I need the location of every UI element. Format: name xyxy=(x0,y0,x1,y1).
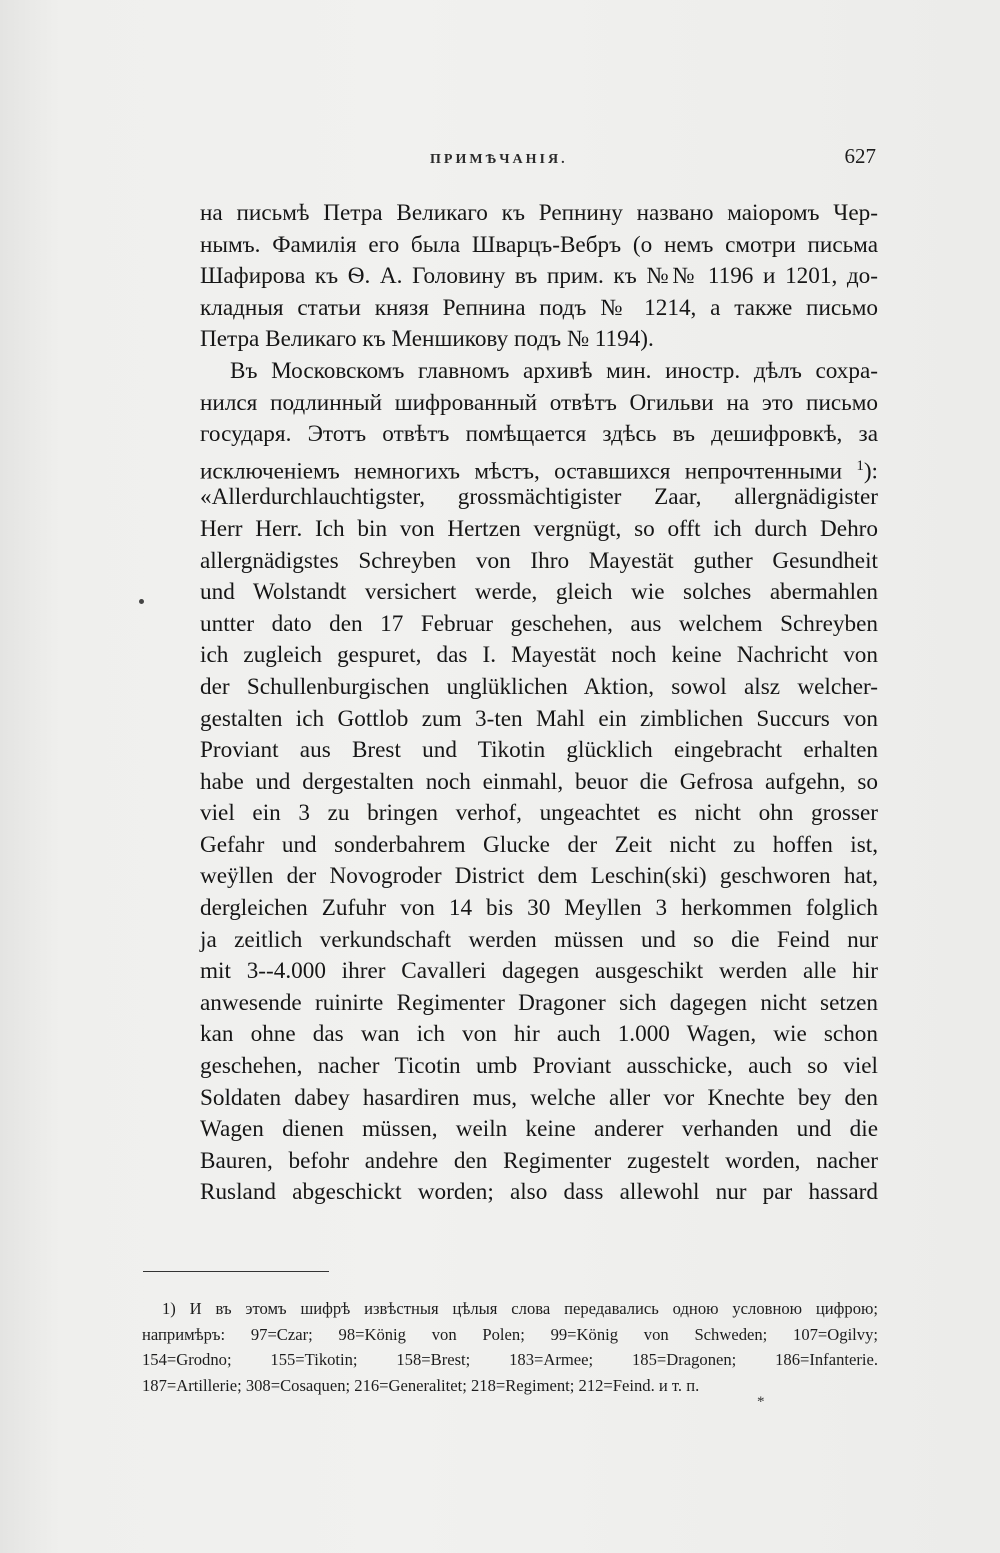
text-line: gestalten ich Gottlob zum 3-ten Mahl ein zimblichen Succurs von xyxy=(200,705,878,732)
text-line: Wagen dienen müssen, weiln keine anderer verhanden und die xyxy=(200,1116,878,1143)
text-line: кладныя статьи князя Репнина подъ № 1214, а также письмо xyxy=(200,294,878,321)
footnote-line: 1) И въ этомъ шифрѣ извѣстныя цѣлыя слова передавались одною условною цифрою; xyxy=(162,1299,878,1318)
text-line: нымъ. Фамилія его была Шварцъ-Вебръ (о немъ смотри письма xyxy=(200,231,878,258)
text-line: geschehen, nacher Ticotin umb Proviant ausschicke, auch so viel xyxy=(200,1053,878,1080)
text-line: ja zeitlich verkundschaft werden müssen und so die Feind nur xyxy=(200,926,878,953)
footnote-line: напримѣръ: 97=Czar; 98=König von Polen; 99=König von Schweden; 107=Ogilvy; xyxy=(142,1324,878,1344)
text-line: ich zugleich gespuret, das I. Mayestät noch keine Nachricht von xyxy=(200,642,878,669)
text-line-with-footnote-ref xyxy=(200,451,878,483)
main-text xyxy=(200,198,878,1209)
page-header xyxy=(200,140,878,180)
footnote-reference: 1 xyxy=(856,457,864,474)
text-line: habe und dergestalten noch einmahl, beuor die Gefrosa aufgehn, so xyxy=(200,768,878,795)
text-line: anwesende ruinirte Regimenter Dragoner sich dagegen nicht setzen xyxy=(200,989,878,1016)
text-line: Петра Великаго къ Меншикову подъ № 1194). xyxy=(200,326,654,353)
page-number: 627 xyxy=(844,144,876,168)
footnote-divider xyxy=(143,1271,329,1272)
margin-speck xyxy=(139,599,144,604)
text-line: государя. Этотъ отвѣтъ помѣщается здѣсь въ дешифровкѣ, за xyxy=(200,421,878,448)
text-line: und Wolstandt versichert werde, gleich wie solches abermahlen xyxy=(200,579,878,606)
text-line: нился подлинный шифрованный отвѣтъ Огильви на это письмо xyxy=(200,389,878,416)
text-line: weÿllen der Novogroder District dem Leschin(ski) geschworen hat, xyxy=(200,863,878,890)
footnote-reference-suffix: ): xyxy=(863,458,878,485)
text-line: Gefahr und sonderbahrem Glucke der Zeit nicht zu hoffen ist, xyxy=(200,831,878,858)
text-line: Bauren, befohr andehre den Regimenter zugestelt worden, nacher xyxy=(200,1147,878,1174)
footnotes xyxy=(142,1296,878,1398)
text-line: Proviant aus Brest und Tikotin glücklich eingebracht erhalten xyxy=(200,737,878,764)
text-line: Herr Herr. Ich bin von Hertzen vergnügt, so offt ich durch Dehro xyxy=(200,515,878,542)
text-line: Soldaten dabey hasardiren mus, welche aller vor Knechte bey den xyxy=(200,1084,878,1111)
text-line: Шафирова къ Ѳ. А. Головину въ прим. къ №№ 1196 и 1201, до- xyxy=(200,263,878,290)
text-line: kan ohne das wan ich von hir auch 1.000 Wagen, wie schon xyxy=(200,1021,878,1048)
running-head: ПРИМѢЧАНIЯ. xyxy=(430,152,568,167)
text-line: Въ Московскомъ главномъ архивѣ мин. иностр. дѣлъ сохра- xyxy=(230,357,878,384)
text-line: на письмѣ Петра Великаго къ Репнину названо маіоромъ Чер- xyxy=(200,200,878,226)
text-segment: исключеніемъ немногихъ мѣстъ, оставшихся непрочтенными xyxy=(200,458,842,485)
text-line: Rusland abgeschickt worden; also dass allewohl nur par hassard xyxy=(200,1179,878,1206)
text-line: «Allerdurchlauchtigster, grossmächtigister Zaar, allergnädigister xyxy=(200,484,878,511)
footnote-line: 154=Grodno; 155=Tikotin; 158=Brest; 183=Armee; 185=Dragonen; 186=Infanterie. xyxy=(142,1350,878,1369)
text-line: der Schullenburgischen unglüklichen Aktion, sowol alsz welcher- xyxy=(200,673,878,700)
text-line: untter dato den 17 Februar geschehen, aus welchem Schreyben xyxy=(200,610,878,637)
text-line: mit 3--4.000 ihrer Cavalleri dagegen ausgeschikt werden alle hir xyxy=(200,958,878,985)
footnote-line: 187=Artillerie; 308=Cosaquen; 216=Generalitet; 218=Regiment; 212=Feind. и т. п. xyxy=(142,1375,700,1395)
text-line: allergnädigstes Schreyben von Ihro Mayestät guther Gesundheit xyxy=(200,547,878,574)
text-line: viel ein 3 zu bringen verhof, ungeachtet es nicht ohn grosser xyxy=(200,800,878,827)
text-line: dergleichen Zufuhr von 14 bis 30 Meyllen 3 herkommen folglich xyxy=(200,895,878,922)
signature-mark: * xyxy=(757,1394,765,1410)
